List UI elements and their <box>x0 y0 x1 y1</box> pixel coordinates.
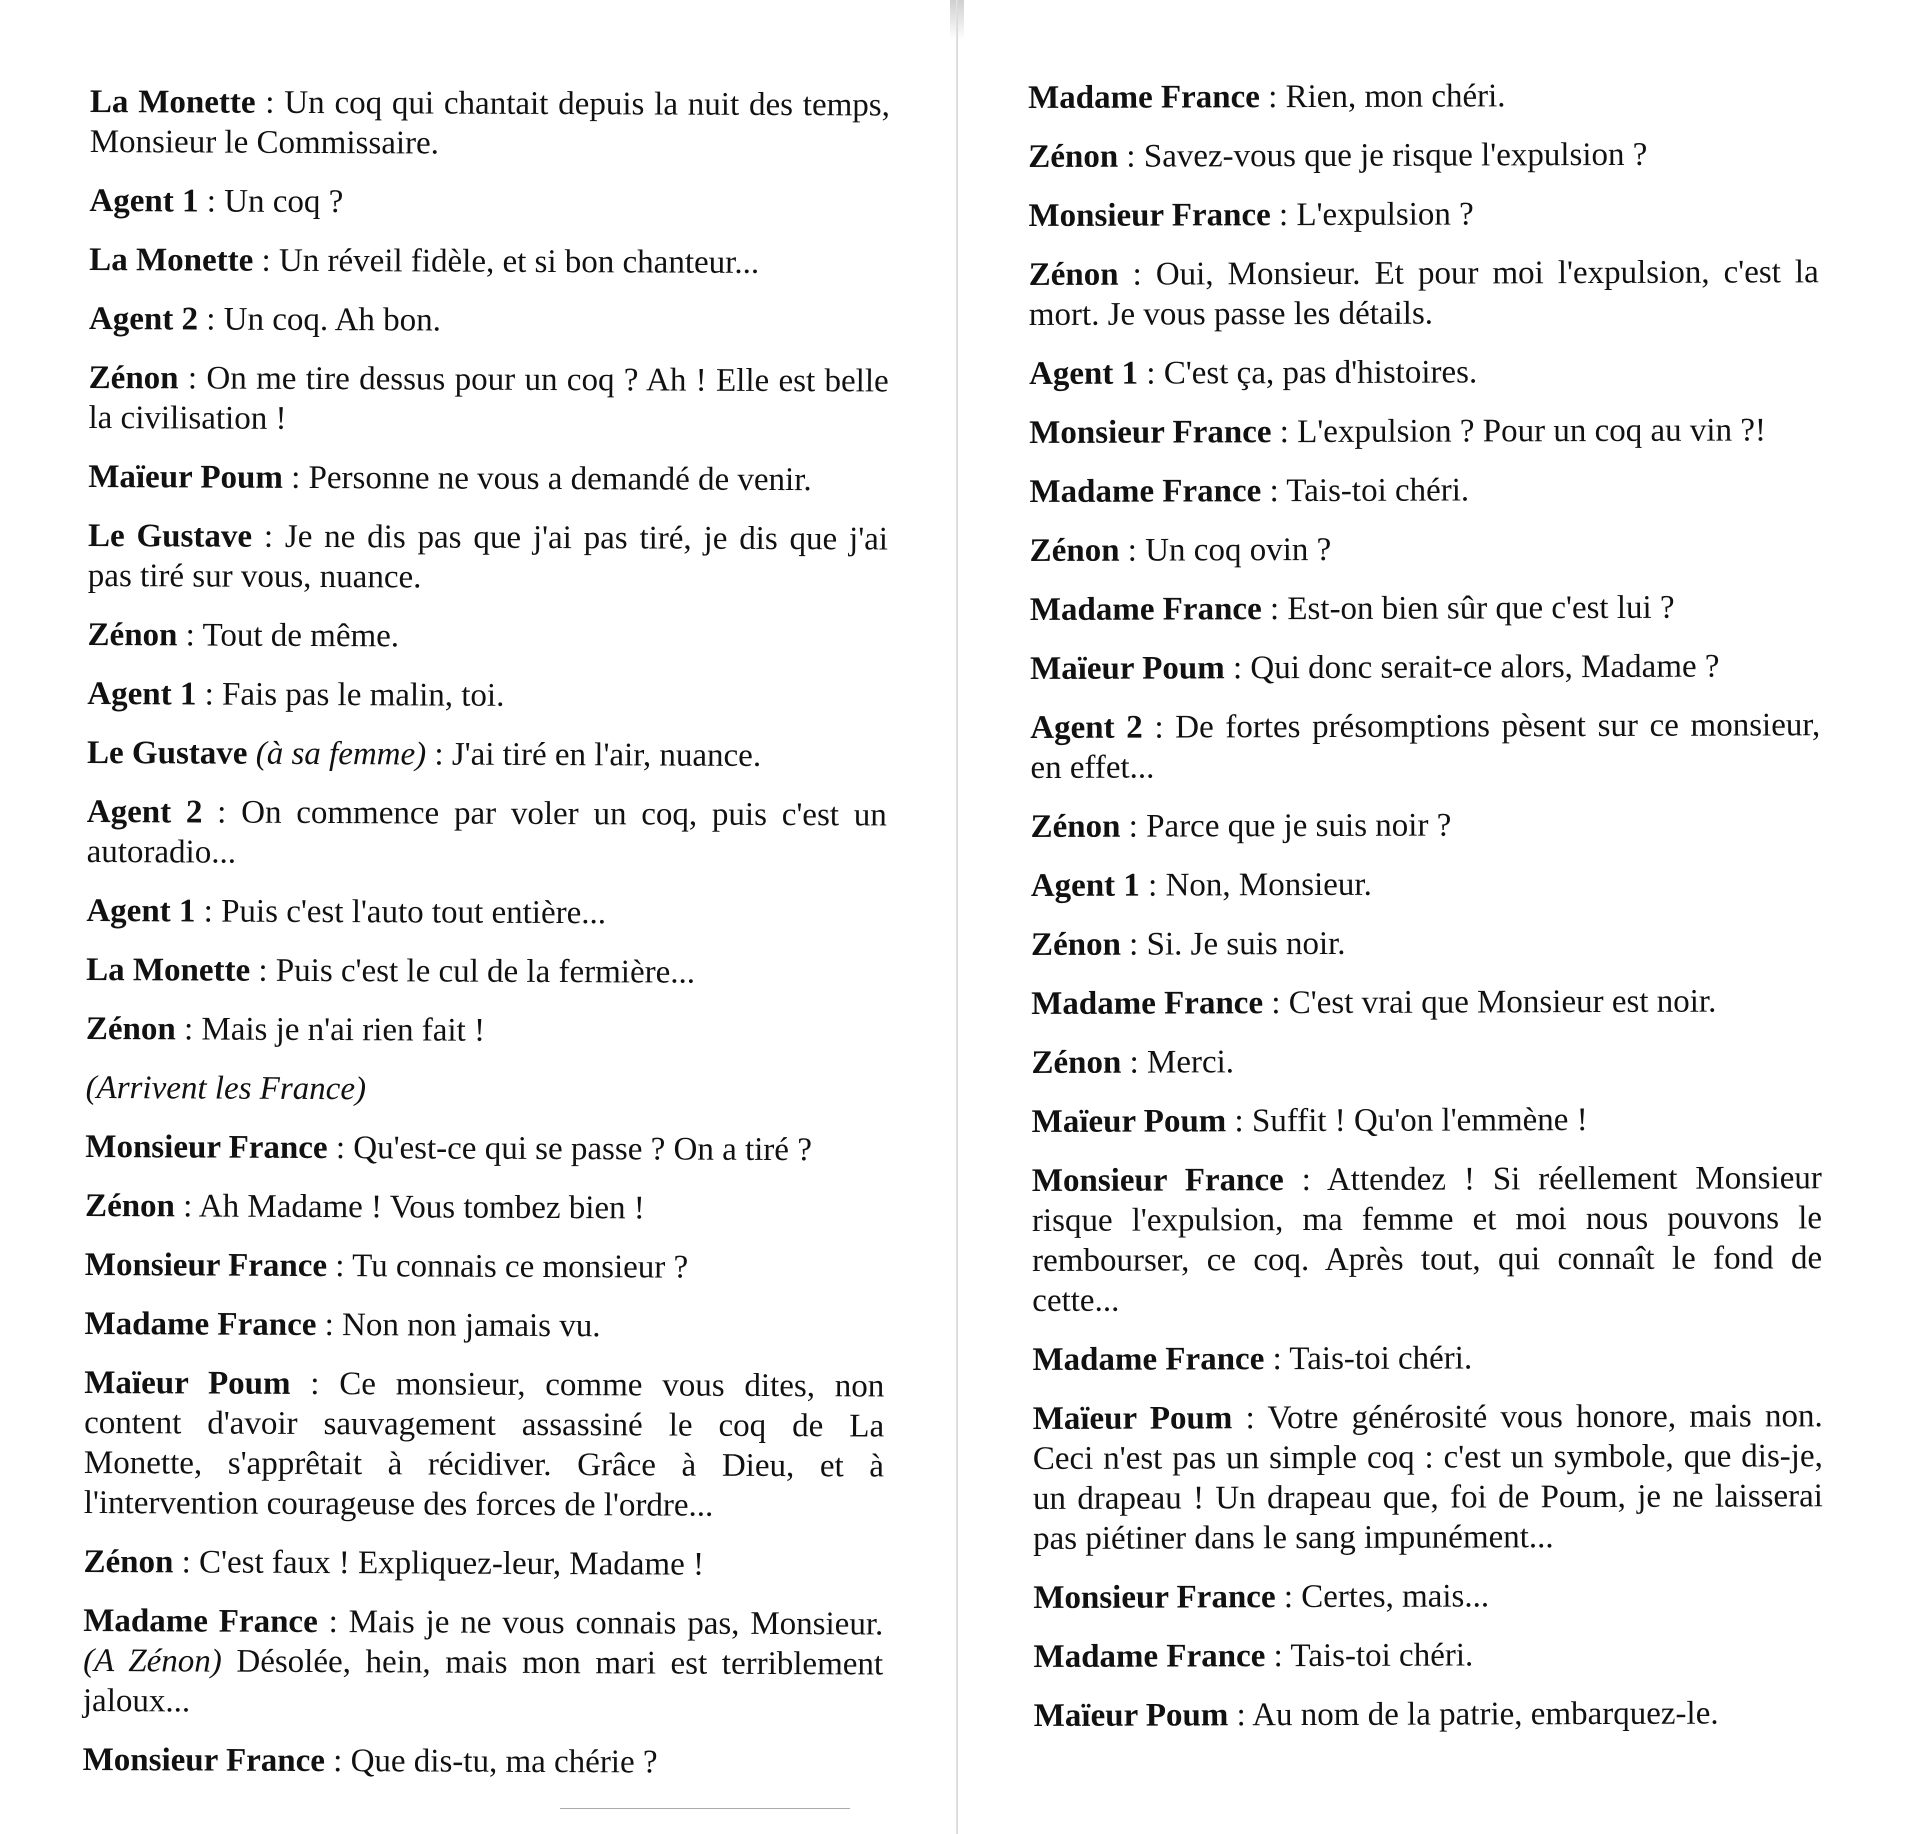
speaker-name: Agent 1 <box>1028 355 1139 392</box>
dialogue-text: : Au nom de la patrie, embarquez-le. <box>1228 1695 1719 1734</box>
dialogue-text: : Rien, mon chéri. <box>1259 78 1506 116</box>
dialogue-line <box>84 1304 884 1347</box>
right-dialogue-column <box>1028 75 1824 1755</box>
speaker-name: Monsieur France <box>1033 1579 1276 1616</box>
dialogue-text: : Mais je n'ai rien fait ! <box>175 1011 486 1049</box>
dialogue-text: : C'est ça, pas d'histoires. <box>1138 354 1478 392</box>
dialogue-line <box>83 1601 884 1724</box>
dialogue-line <box>86 891 886 934</box>
dialogue-text: : Qui donc serait-ce alors, Madame ? <box>1224 648 1720 687</box>
speaker-name: Zénon <box>1029 532 1120 569</box>
dialogue-text: : Mais je ne vous connais pas, Monsieur. <box>317 1604 884 1643</box>
speaker-name: Madame France <box>83 1602 318 1641</box>
stage-direction: (à sa femme) <box>247 735 427 773</box>
speaker-name: La Monette <box>89 83 256 121</box>
speaker-name: Zénon <box>85 1010 176 1048</box>
dialogue-text: : On commence par voler un coq, puis c'est un autoradio... <box>86 794 887 871</box>
dialogue-line <box>84 1363 885 1526</box>
speaker-name: Madame France <box>1032 1341 1265 1378</box>
dialogue-text: : Je ne dis pas que j'ai pas tiré, je dis que j'ai pas tiré sur vous, nuance. <box>87 518 889 596</box>
dialogue-text: : Oui, Monsieur. Et pour moi l'expulsion, c'est la mort. Je vous passe les détails. <box>1028 254 1819 333</box>
dialogue-line <box>1028 134 1818 177</box>
dialogue-text: : Certes, mais... <box>1275 1578 1490 1616</box>
dialogue-line <box>1031 863 1821 906</box>
dialogue-text: : Un coq qui chantait depuis la nuit des temps, Monsieur le Commissaire. <box>89 84 890 162</box>
speaker-name: Maïeur Poum <box>1030 650 1225 687</box>
dialogue-text: : L'expulsion ? Pour un coq au vin ?! <box>1271 412 1767 451</box>
dialogue-text: : Puis c'est le cul de la fermière... <box>250 952 696 991</box>
dialogue-text: : Si. Je suis noir. <box>1120 925 1346 963</box>
dialogue-text: : Ce monsieur, comme vous dites, non content d'avoir sauvagement assassiné le coq de La Monette, s'apprêtait à récidiver. Grâce à Dieu, et à l'intervention courageuse des forces de l'ordre... <box>83 1365 885 1524</box>
dialogue-line <box>1029 410 1819 453</box>
dialogue-line <box>1031 981 1821 1024</box>
right-page <box>958 0 1920 1834</box>
dialogue-text: : Savez-vous que je risque l'expulsion ? <box>1118 136 1648 175</box>
dialogue-line <box>87 615 887 658</box>
dialogue-text: : Un réveil fidèle, et si bon chanteur... <box>253 242 760 281</box>
left-page <box>0 0 958 1834</box>
left-dialogue-column <box>83 82 890 1802</box>
dialogue-line <box>1033 1634 1823 1677</box>
speaker-name: Monsieur France <box>85 1128 328 1167</box>
dialogue-line <box>1033 1396 1824 1559</box>
dialogue-text: : Un coq ovin ? <box>1119 531 1332 569</box>
dialogue-text: : Qu'est-ce qui se passe ? On a tiré ? <box>327 1130 812 1169</box>
speaker-name: Agent 2 <box>88 300 199 338</box>
dialogue-line <box>1033 1575 1823 1618</box>
dialogue-line <box>1030 528 1820 571</box>
dialogue-line <box>85 1186 885 1229</box>
speaker-name: La Monette <box>89 241 254 279</box>
footer-rule <box>560 1808 850 1809</box>
speaker-name: Monsieur France <box>1031 1162 1284 1199</box>
dialogue-text: : Que dis-tu, ma chérie ? <box>324 1743 658 1781</box>
dialogue-text: : Tais-toi chéri. <box>1265 1637 1474 1675</box>
dialogue-text: : C'est vrai que Monsieur est noir. <box>1263 983 1717 1022</box>
speaker-name: Le Gustave <box>86 734 248 772</box>
dialogue-line <box>1028 193 1818 236</box>
dialogue-line <box>86 1009 886 1052</box>
dialogue-text: : Tais-toi chéri. <box>1261 472 1470 510</box>
dialogue-line <box>88 358 888 441</box>
speaker-name: Agent 2 <box>86 793 203 831</box>
dialogue-line <box>88 516 888 599</box>
speaker-name: Zénon <box>87 616 178 654</box>
dialogue-line <box>89 181 889 224</box>
speaker-name: Maïeur Poum <box>84 1364 291 1402</box>
dialogue-line <box>85 1245 885 1288</box>
dialogue-text: : On me tire dessus pour un coq ? Ah ! Elle est belle la civilisation ! <box>88 360 889 437</box>
dialogue-line <box>83 1740 883 1783</box>
dialogue-line <box>1029 351 1819 394</box>
dialogue-line <box>87 792 887 875</box>
speaker-name: Zénon <box>85 1187 176 1225</box>
dialogue-line <box>87 733 887 776</box>
speaker-name: Zénon <box>1030 926 1121 963</box>
dialogue-text: : Ah Madame ! Vous tombez bien ! <box>174 1188 645 1227</box>
dialogue-line <box>1030 646 1820 689</box>
dialogue-line <box>1030 705 1820 788</box>
dialogue-text: : C'est faux ! Expliquez-leur, Madame ! <box>173 1544 705 1583</box>
speaker-name: Maïeur Poum <box>1033 1697 1229 1734</box>
dialogue-line <box>1032 1158 1823 1321</box>
dialogue-text: : Suffit ! Qu'on l'emmène ! <box>1226 1102 1588 1140</box>
speaker-name: Zénon <box>1030 808 1121 845</box>
stage-direction: (Arrivent les France) <box>85 1069 367 1108</box>
dialogue-line <box>86 1068 886 1111</box>
speaker-name: Madame France <box>1033 1638 1266 1675</box>
speaker-name: Agent 2 <box>1030 709 1143 746</box>
speaker-name: Madame France <box>84 1305 317 1343</box>
dialogue-text: : Attendez ! Si réellement Monsieur risque l'expulsion, ma femme et moi nous pouvons le rembourser, ce coq. Après tout, qui connaît le fond de cette... <box>1031 1160 1823 1319</box>
dialogue-line <box>1032 1099 1822 1142</box>
speaker-name: Agent 1 <box>86 892 196 930</box>
dialogue-line <box>1029 252 1819 335</box>
speaker-name: Monsieur France <box>1029 414 1272 451</box>
dialogue-line <box>1029 469 1819 512</box>
dialogue-text: : De fortes présomptions pèsent sur ce monsieur, en effet... <box>1030 707 1821 786</box>
speaker-name: Agent 1 <box>1030 867 1140 904</box>
speaker-name: Madame France <box>1029 591 1262 628</box>
speaker-name: Maïeur Poum <box>1032 1400 1233 1437</box>
speaker-name: Zénon <box>83 1543 174 1581</box>
speaker-name: Madame France <box>1029 473 1262 510</box>
dialogue-text: : Personne ne vous a demandé de venir. <box>282 459 812 499</box>
dialogue-text: : Parce que je suis noir ? <box>1120 807 1452 845</box>
dialogue-line <box>88 457 888 500</box>
speaker-name: Maïeur Poum <box>1031 1103 1227 1140</box>
dialogue-line <box>1031 1040 1821 1083</box>
speaker-name: Agent 1 <box>87 675 197 713</box>
dialogue-text: Désolée, hein, mais mon mari est terriblement jaloux... <box>82 1643 884 1720</box>
speaker-name: Monsieur France <box>1028 197 1271 234</box>
dialogue-text: : L'expulsion ? <box>1270 196 1474 234</box>
speaker-name: Madame France <box>1028 79 1260 116</box>
speaker-name: Zénon <box>1031 1044 1122 1081</box>
dialogue-text: : Tais-toi chéri. <box>1264 1340 1473 1378</box>
dialogue-text: : Votre générosité vous honore, mais non. Ceci n'est pas un simple coq : c'est un symbole, que dis-je, un drapeau ! Un drapeau que, foi de Poum, je ne laisserai pas piétiner dans le sang impunément... <box>1032 1398 1824 1557</box>
dialogue-line <box>89 299 889 342</box>
speaker-name: Monsieur France <box>84 1246 328 1285</box>
speaker-name: Zénon <box>1028 138 1119 175</box>
dialogue-text: : Un coq. Ah bon. <box>197 301 442 339</box>
dialogue-text: : Est-on bien sûr que c'est lui ? <box>1261 589 1675 628</box>
dialogue-text: : Puis c'est l'auto tout entière... <box>195 893 607 932</box>
dialogue-line <box>1030 587 1820 630</box>
dialogue-text: : Merci. <box>1121 1044 1235 1081</box>
speaker-name: Monsieur France <box>82 1741 326 1780</box>
speaker-name: Le Gustave <box>87 517 253 555</box>
speaker-name: La Monette <box>86 951 251 989</box>
dialogue-text: : Non, Monsieur. <box>1139 866 1372 904</box>
dialogue-text: : Tout de même. <box>177 617 400 655</box>
speaker-name: Madame France <box>1031 985 1264 1022</box>
dialogue-line <box>1034 1693 1824 1736</box>
dialogue-text: : Tu connais ce monsieur ? <box>327 1248 689 1286</box>
dialogue-line <box>89 240 889 283</box>
dialogue-line <box>1031 922 1821 965</box>
dialogue-line <box>87 674 887 717</box>
dialogue-line <box>83 1542 883 1585</box>
dialogue-line <box>1028 75 1818 118</box>
dialogue-line <box>1032 1337 1822 1380</box>
dialogue-line <box>90 82 890 165</box>
speaker-name: Zénon <box>1028 256 1119 293</box>
dialogue-text: : J'ai tiré en l'air, nuance. <box>426 736 762 774</box>
dialogue-text: : Fais pas le malin, toi. <box>196 676 505 714</box>
dialogue-line <box>86 950 886 993</box>
dialogue-text: : Un coq ? <box>198 183 344 221</box>
speaker-name: Maïeur Poum <box>88 458 283 496</box>
dialogue-line <box>85 1127 885 1170</box>
stage-direction: (A Zénon) <box>83 1642 222 1680</box>
speaker-name: Zénon <box>88 359 179 397</box>
dialogue-line <box>1031 804 1821 847</box>
speaker-name: Agent 1 <box>89 182 199 220</box>
dialogue-text: : Non non jamais vu. <box>316 1307 601 1345</box>
